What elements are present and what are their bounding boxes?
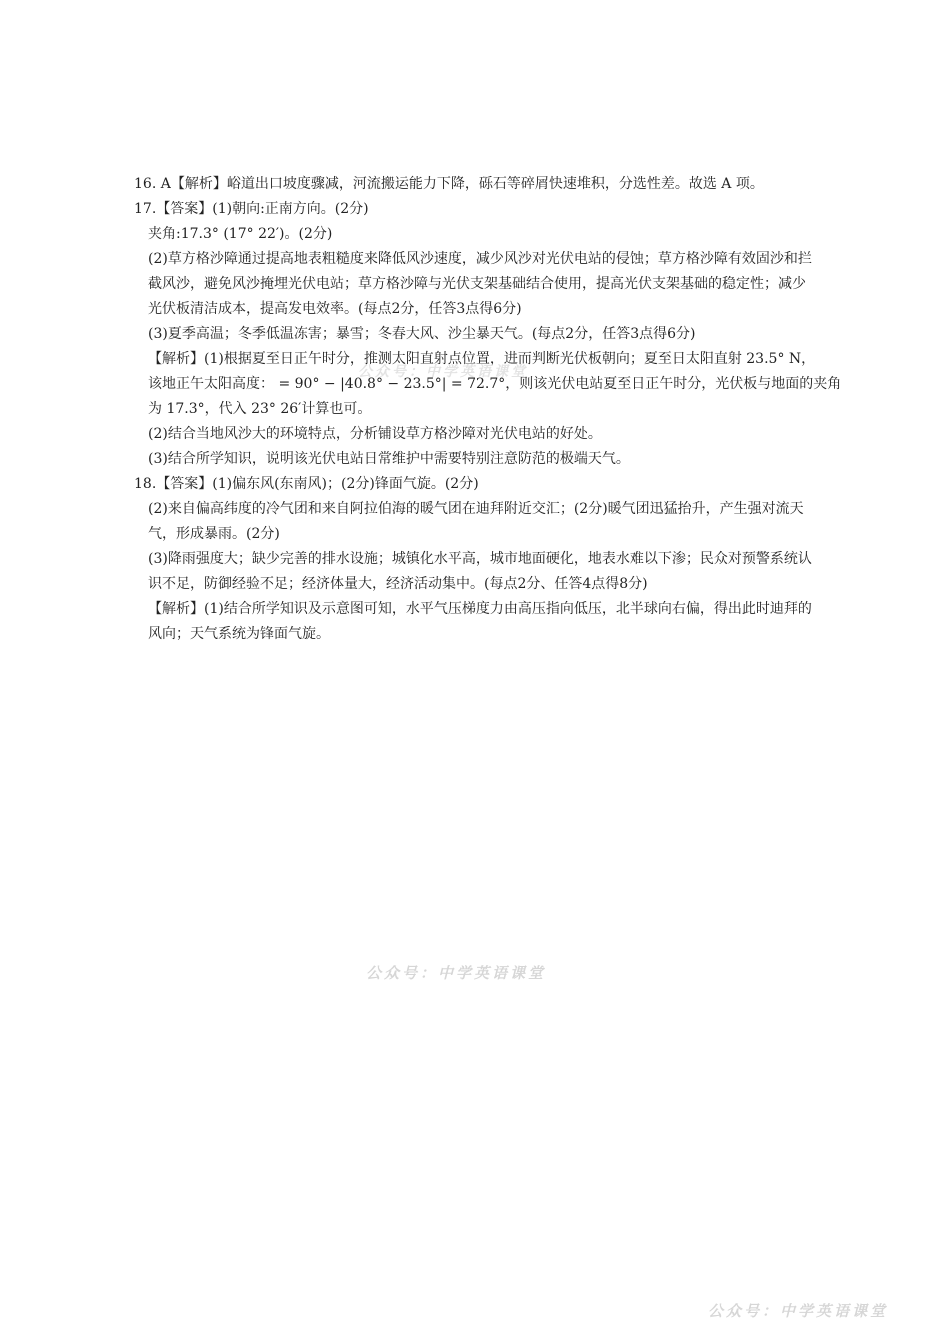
q18-analysis-line-1: 【解析】(1)结合所学知识及示意图可知，水平气压梯度力由高压指向低压，北半球向右偏，得出此时迪拜的 [148, 601, 812, 617]
q17-analysis-line-3: 为 17.3°，代入 23° 26′计算也可。 [148, 401, 372, 417]
q17-analysis-line-5: (3)结合所学知识，说明该光伏电站日常维护中需要特别注意防范的极端天气。 [148, 451, 630, 467]
q17-answer-line-4: 截风沙，避免风沙掩埋光伏电站；草方格沙障与光伏支架基础结合使用，提高光伏支架基础的稳定性；减少 [148, 276, 806, 292]
q17-analysis-line-4: (2)结合当地风沙大的环境特点，分析铺设草方格沙障对光伏电站的好处。 [148, 426, 602, 442]
q17-analysis-line-1: 【解析】(1)根据夏至日正午时分，推测太阳直射点位置，进而判断光伏板朝向；夏至日太阳直射 23.5° N， [148, 351, 816, 367]
watermark-middle: 公众号：中学英语课堂 [366, 964, 547, 982]
q17-answer-line-3: (2)草方格沙障通过提高地表粗糙度来降低风沙速度，减少风沙对光伏电站的侵蚀；草方格沙障有效固沙和拦 [148, 251, 812, 267]
q18-answer-line-2: (2)来自偏高纬度的冷气团和来自阿拉伯海的暖气团在迪拜附近交汇；(2分)暖气团迅猛抬升，产生强对流天 [148, 501, 804, 517]
q17-answer-line-1: 17.【答案】(1)朝向:正南方向。(2分) [134, 201, 369, 217]
q17-answer-line-2: 夹角:17.3° (17° 22′)。(2分) [148, 226, 333, 242]
q18-analysis-line-2: 风向；天气系统为锋面气旋。 [148, 626, 330, 642]
q17-answer-line-6: (3)夏季高温；冬季低温冻害；暴雪；冬春大风、沙尘暴天气。(每点2分，任答3点得6分) [148, 326, 696, 342]
q17-answer-line-5: 光伏板清洁成本，提高发电效率。(每点2分，任答3点得6分) [148, 301, 522, 317]
watermark-top: 公众号：中学英语课堂 [358, 364, 528, 380]
watermark-bottom: 公众号：中学英语课堂 [708, 1302, 889, 1320]
q18-answer-line-3: 气，形成暴雨。(2分) [148, 526, 280, 542]
q18-answer-line-1: 18.【答案】(1)偏东风(东南风)；(2分)锋面气旋。(2分) [134, 476, 479, 492]
answer-text-block [134, 172, 842, 647]
q18-answer-line-5: 识不足，防御经验不足；经济体量大，经济活动集中。(每点2分、任答4点得8分) [148, 576, 648, 592]
q17-analysis-line-2: 该地正午太阳高度： = 90° − |40.8° − 23.5°| = 72.7°，则该光伏电站夏至日正午时分，光伏板与地面的夹角 [148, 376, 842, 392]
q16-answer-line: 16. A【解析】峪道出口坡度骤减，河流搬运能力下降，砾石等碎屑快速堆积，分选性差。故选 A 项。 [134, 176, 764, 192]
q18-answer-line-4: (3)降雨强度大；缺少完善的排水设施；城镇化水平高，城市地面硬化，地表水难以下渗；民众对预警系统认 [148, 551, 812, 567]
